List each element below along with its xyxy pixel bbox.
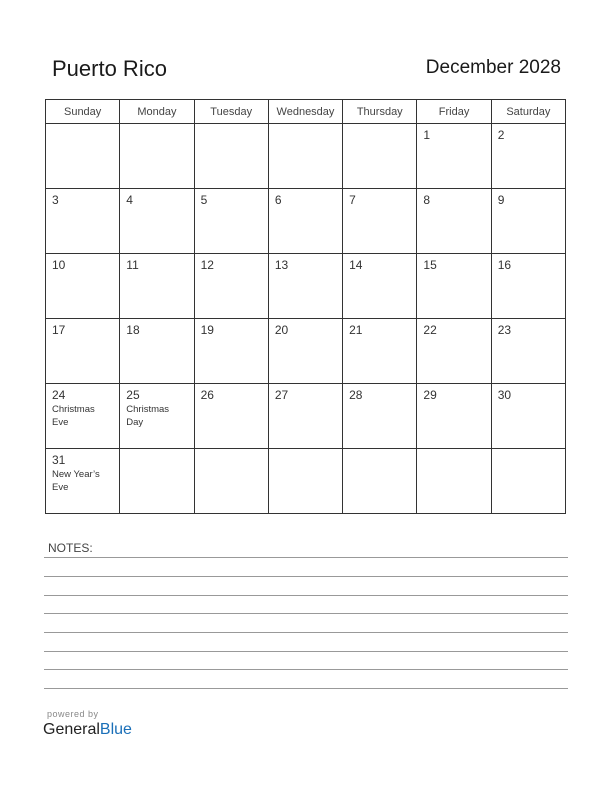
day-cell [491, 449, 565, 514]
day-cell [268, 319, 342, 384]
day-number: 5 [200, 193, 208, 207]
day-cell [491, 254, 565, 319]
note-line [44, 613, 568, 614]
day-number: 18 [126, 323, 140, 337]
day-cell [343, 254, 417, 319]
day-cell [194, 124, 268, 189]
day-cell [194, 449, 268, 514]
day-number: 20 [274, 323, 289, 337]
day-number: 29 [423, 388, 437, 402]
holiday-label: Christmas [126, 404, 170, 415]
day-number: 13 [274, 258, 289, 272]
week-row [46, 254, 566, 319]
brand-logo[interactable] [43, 721, 132, 739]
day-cell [491, 189, 565, 254]
weekday-header-row [46, 100, 566, 124]
day-number: 31 [52, 453, 66, 467]
day-cell [491, 124, 565, 189]
day-number: 28 [349, 388, 363, 402]
weekday-saturday: Saturday [491, 100, 565, 124]
day-cell [120, 254, 194, 319]
day-number: 27 [274, 388, 289, 402]
day-cell [343, 124, 417, 189]
week-row [46, 449, 566, 514]
day-cell [120, 384, 194, 449]
note-line [44, 651, 568, 652]
day-number: 4 [126, 193, 133, 207]
week-row [46, 319, 566, 384]
day-cell [491, 319, 565, 384]
day-cell [194, 254, 268, 319]
day-cell [343, 449, 417, 514]
day-cell [194, 384, 268, 449]
weekday-tuesday: Tuesday [194, 100, 268, 124]
note-line [44, 688, 568, 689]
day-cell [268, 254, 342, 319]
holiday-label: Eve [52, 417, 69, 428]
day-cell [120, 124, 194, 189]
day-cell [417, 254, 491, 319]
note-line [44, 632, 568, 633]
holiday-label: Christmas [52, 404, 95, 415]
day-number: 1 [423, 128, 431, 142]
day-cell [417, 384, 491, 449]
day-cell [46, 319, 120, 384]
day-cell [343, 319, 417, 384]
calendar-grid [45, 99, 566, 514]
day-number: 26 [200, 388, 214, 402]
day-number: 17 [52, 323, 66, 337]
day-cell [268, 189, 342, 254]
day-cell [120, 319, 194, 384]
note-line [44, 669, 568, 670]
day-number: 12 [200, 258, 214, 272]
day-number: 14 [349, 258, 363, 272]
day-number: 15 [423, 258, 437, 272]
weekday-monday: Monday [120, 100, 194, 124]
day-cell [46, 384, 120, 449]
day-cell [46, 124, 120, 189]
day-number: 19 [200, 323, 214, 337]
country-title: Puerto Rico [52, 56, 167, 81]
day-cell [194, 189, 268, 254]
day-number: 3 [52, 193, 59, 207]
day-number: 6 [274, 193, 282, 207]
weekday-sunday: Sunday [46, 100, 120, 124]
day-cell [120, 449, 194, 514]
weekday-thursday: Thursday [343, 100, 417, 124]
note-line [44, 557, 568, 558]
day-number: 9 [497, 193, 505, 207]
notes-label: NOTES: [48, 541, 93, 555]
day-number: 21 [349, 323, 363, 337]
note-line [44, 576, 568, 577]
day-number: 25 [126, 388, 140, 402]
day-number: 8 [423, 193, 431, 207]
day-cell [120, 189, 194, 254]
day-cell [417, 124, 491, 189]
holiday-label: Eve [52, 482, 69, 493]
day-cell [268, 449, 342, 514]
brand-blue: Blue [99, 721, 132, 738]
week-row [46, 384, 566, 449]
week-row [46, 124, 566, 189]
day-cell [46, 189, 120, 254]
day-number: 30 [497, 388, 512, 402]
day-cell [417, 449, 491, 514]
day-cell [491, 384, 565, 449]
day-cell [417, 189, 491, 254]
day-number: 16 [497, 258, 512, 272]
weekday-friday: Friday [417, 100, 491, 124]
holiday-label: New Year’s [52, 469, 100, 480]
day-number: 11 [126, 258, 139, 272]
day-cell [417, 319, 491, 384]
weekday-wednesday: Wednesday [268, 100, 342, 124]
holiday-label: Day [126, 417, 144, 428]
day-number: 23 [497, 323, 512, 337]
day-number: 2 [497, 128, 505, 142]
day-number: 22 [423, 323, 437, 337]
month-title: December 2028 [425, 57, 561, 78]
day-number: 10 [52, 258, 66, 272]
day-cell [194, 319, 268, 384]
day-cell [268, 384, 342, 449]
week-row [46, 189, 566, 254]
day-cell [46, 254, 120, 319]
note-line [44, 595, 568, 596]
day-number: 7 [349, 193, 356, 207]
day-cell [46, 449, 120, 514]
day-number: 24 [52, 388, 66, 402]
day-cell [343, 384, 417, 449]
day-cell [343, 189, 417, 254]
powered-by-text: powered by [47, 709, 99, 719]
brand-general: General [43, 721, 100, 738]
day-cell [268, 124, 342, 189]
